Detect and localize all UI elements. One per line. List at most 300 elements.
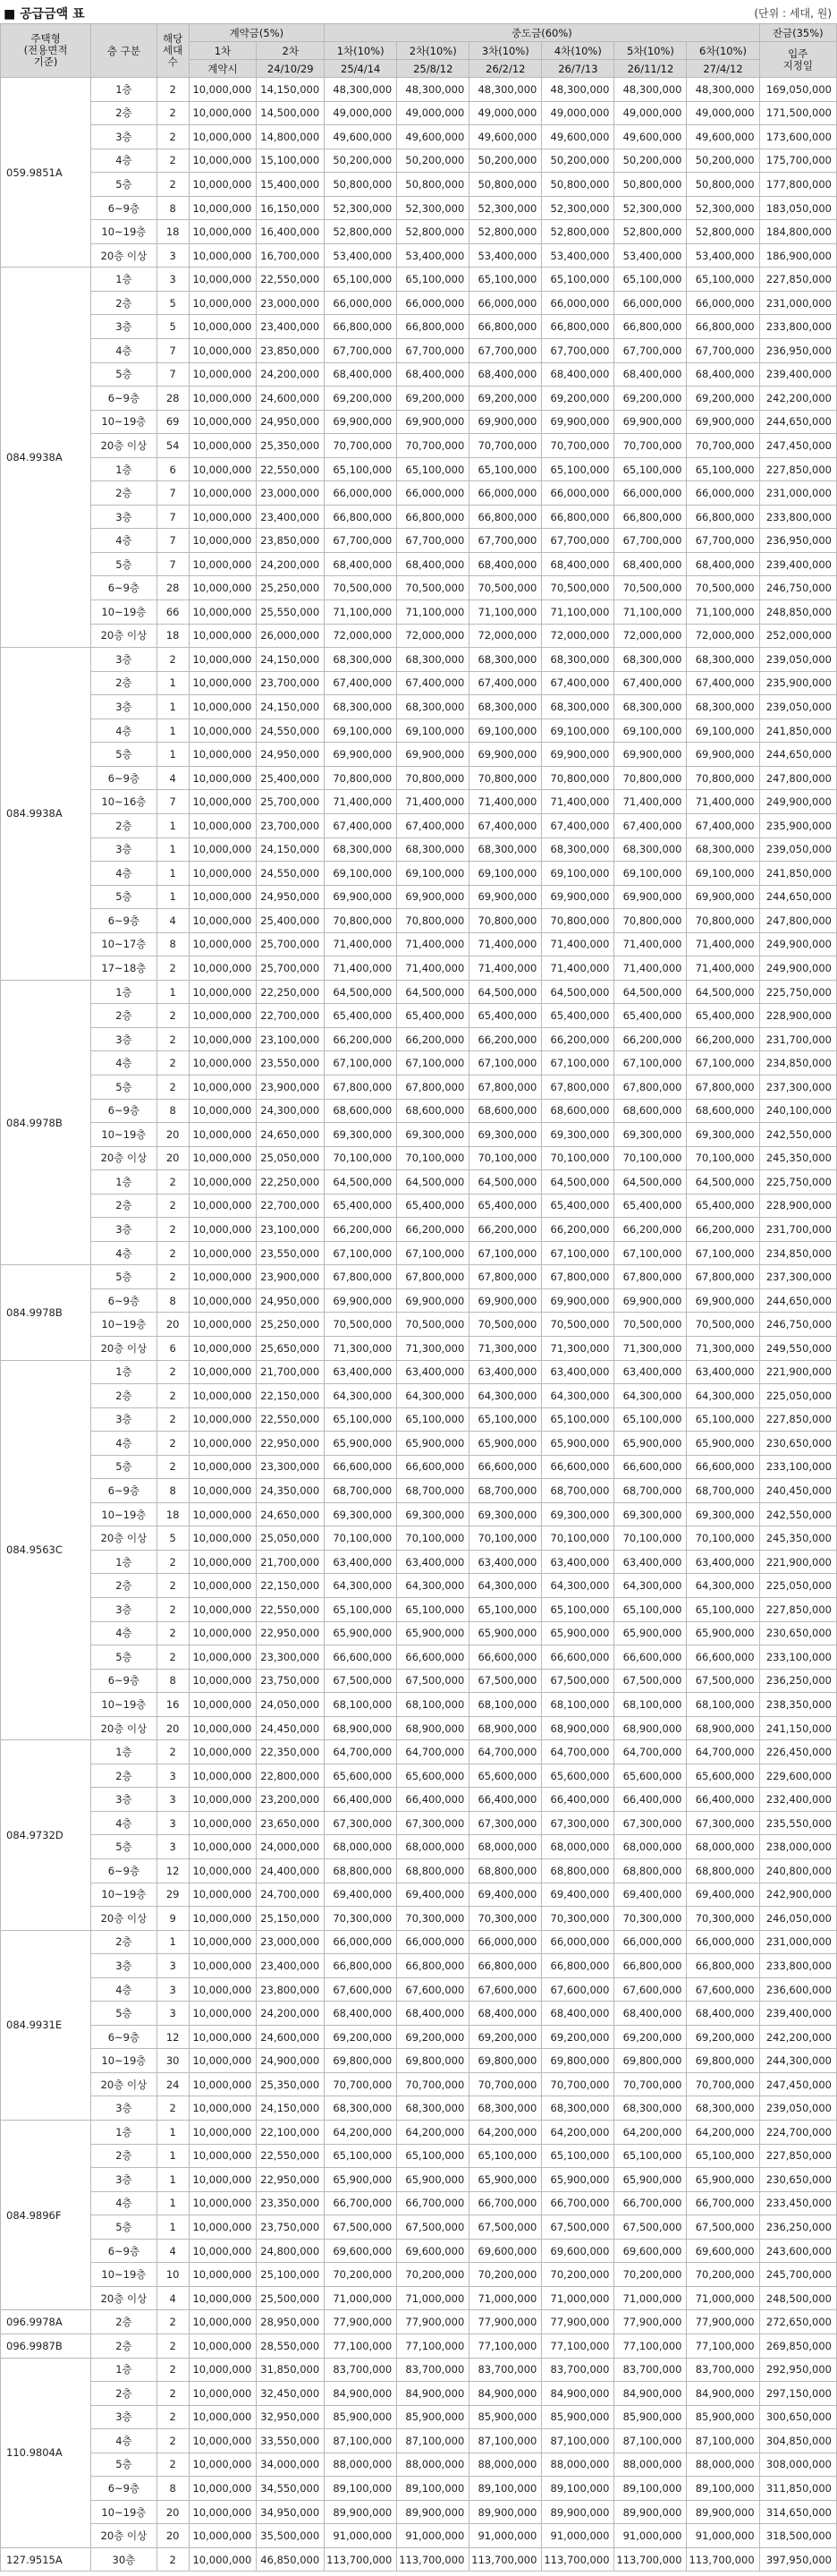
amount-cell: 70,300,000 <box>687 1907 759 1931</box>
amount-cell: 22,350,000 <box>257 1740 325 1764</box>
household-count-cell: 12 <box>156 1859 189 1883</box>
amount-cell: 23,100,000 <box>257 1027 325 1051</box>
amount-cell: 65,100,000 <box>469 2144 542 2168</box>
table-row <box>1 1574 837 1598</box>
table-row <box>1 1075 837 1099</box>
amount-cell: 64,500,000 <box>542 1170 614 1194</box>
amount-cell: 70,100,000 <box>687 1526 759 1551</box>
household-count-cell: 8 <box>156 1479 189 1503</box>
amount-cell: 69,900,000 <box>687 1288 759 1313</box>
floor-cell: 10~19층 <box>91 1693 157 1717</box>
amount-cell: 10,000,000 <box>189 837 257 862</box>
amount-cell: 24,200,000 <box>257 2002 325 2026</box>
amount-cell: 14,150,000 <box>257 78 325 102</box>
amount-cell: 242,550,000 <box>759 1123 836 1147</box>
household-count-cell: 20 <box>156 1123 189 1147</box>
amount-cell: 68,000,000 <box>614 1835 687 1859</box>
household-count-cell: 20 <box>156 1716 189 1740</box>
table-row <box>1 173 837 197</box>
amount-cell: 244,650,000 <box>759 1288 836 1313</box>
floor-cell: 2층 <box>91 1930 157 1954</box>
amount-cell: 15,400,000 <box>257 173 325 197</box>
amount-cell: 69,100,000 <box>325 718 397 743</box>
household-count-cell: 1 <box>156 671 189 695</box>
amount-cell: 77,900,000 <box>542 2310 614 2334</box>
amount-cell: 225,750,000 <box>759 980 836 1004</box>
table-row <box>1 1835 837 1859</box>
amount-cell: 77,100,000 <box>397 2334 469 2358</box>
table-row <box>1 1479 837 1503</box>
amount-cell: 239,400,000 <box>759 552 836 576</box>
amount-cell: 91,000,000 <box>325 2524 397 2548</box>
amount-cell: 66,800,000 <box>542 315 614 339</box>
floor-cell: 2층 <box>91 813 157 837</box>
amount-cell: 67,500,000 <box>397 2215 469 2240</box>
unit-type-cell: 127.9515A <box>1 2547 91 2572</box>
amount-cell: 69,900,000 <box>542 743 614 767</box>
floor-cell: 6~9층 <box>91 2477 157 2501</box>
amount-cell: 67,100,000 <box>397 1241 469 1265</box>
table-row <box>1 1740 837 1764</box>
amount-cell: 83,700,000 <box>325 2358 397 2382</box>
household-count-cell: 1 <box>156 837 189 862</box>
household-count-cell: 7 <box>156 339 189 363</box>
amount-cell: 50,200,000 <box>325 149 397 173</box>
header-installment: 4차(10%) <box>542 42 614 60</box>
amount-cell: 24,800,000 <box>257 2239 325 2263</box>
unit-type-cell: 110.9804A <box>1 2358 91 2547</box>
floor-cell: 1층 <box>91 1170 157 1194</box>
amount-cell: 67,500,000 <box>469 2215 542 2240</box>
amount-cell: 237,300,000 <box>759 1265 836 1289</box>
household-count-cell: 3 <box>156 1811 189 1835</box>
amount-cell: 10,000,000 <box>189 1930 257 1954</box>
amount-cell: 70,800,000 <box>542 766 614 790</box>
floor-cell: 2층 <box>91 1764 157 1788</box>
amount-cell: 65,100,000 <box>325 457 397 481</box>
table-row <box>1 2453 837 2477</box>
amount-cell: 77,900,000 <box>687 2310 759 2334</box>
amount-cell: 69,400,000 <box>397 1883 469 1907</box>
amount-cell: 66,200,000 <box>397 1218 469 1242</box>
amount-cell: 69,200,000 <box>325 2025 397 2049</box>
amount-cell: 10,000,000 <box>189 1977 257 2002</box>
amount-cell: 84,900,000 <box>687 2382 759 2406</box>
amount-cell: 242,200,000 <box>759 2025 836 2049</box>
amount-cell: 68,400,000 <box>325 552 397 576</box>
table-row <box>1 1621 837 1645</box>
amount-cell: 227,850,000 <box>759 1407 836 1432</box>
amount-cell: 50,200,000 <box>469 149 542 173</box>
amount-cell: 65,900,000 <box>325 1621 397 1645</box>
amount-cell: 65,100,000 <box>325 1407 397 1432</box>
household-count-cell: 2 <box>156 1574 189 1598</box>
amount-cell: 71,300,000 <box>687 1336 759 1360</box>
floor-cell: 4층 <box>91 1977 157 2002</box>
unit-type-cell: 084.9938A <box>1 268 91 648</box>
household-count-cell: 2 <box>156 1407 189 1432</box>
amount-cell: 64,700,000 <box>687 1740 759 1764</box>
amount-cell: 227,850,000 <box>759 268 836 292</box>
amount-cell: 23,300,000 <box>257 1455 325 1479</box>
table-row <box>1 505 837 529</box>
amount-cell: 70,800,000 <box>469 766 542 790</box>
table-header-bar <box>0 0 837 23</box>
amount-cell: 244,300,000 <box>759 2049 836 2073</box>
household-count-cell: 2 <box>156 1218 189 1242</box>
amount-cell: 65,400,000 <box>469 1194 542 1218</box>
amount-cell: 87,100,000 <box>397 2429 469 2453</box>
floor-cell: 6~9층 <box>91 1859 157 1883</box>
amount-cell: 70,100,000 <box>614 1146 687 1170</box>
amount-cell: 50,800,000 <box>542 173 614 197</box>
amount-cell: 10,000,000 <box>189 2429 257 2453</box>
table-row <box>1 220 837 244</box>
amount-cell: 68,300,000 <box>397 648 469 672</box>
unit-type-cell: 084.9978B <box>1 980 91 1265</box>
amount-cell: 23,700,000 <box>257 671 325 695</box>
floor-cell: 5층 <box>91 2002 157 2026</box>
amount-cell: 69,900,000 <box>469 743 542 767</box>
amount-cell: 230,650,000 <box>759 1432 836 1456</box>
amount-cell: 89,100,000 <box>542 2477 614 2501</box>
amount-cell: 71,400,000 <box>687 932 759 956</box>
amount-cell: 10,000,000 <box>189 576 257 600</box>
amount-cell: 68,600,000 <box>687 1099 759 1123</box>
table-row <box>1 315 837 339</box>
amount-cell: 67,100,000 <box>542 1241 614 1265</box>
amount-cell: 71,400,000 <box>469 932 542 956</box>
amount-cell: 69,200,000 <box>397 2025 469 2049</box>
floor-cell: 20층 이상 <box>91 1907 157 1931</box>
amount-cell: 249,900,000 <box>759 932 836 956</box>
amount-cell: 10,000,000 <box>189 1907 257 1931</box>
household-count-cell: 2 <box>156 149 189 173</box>
household-count-cell: 1 <box>156 2168 189 2192</box>
floor-cell: 10~19층 <box>91 2263 157 2287</box>
amount-cell: 10,000,000 <box>189 78 257 102</box>
amount-cell: 227,850,000 <box>759 1598 836 1622</box>
amount-cell: 23,650,000 <box>257 1811 325 1835</box>
amount-cell: 66,400,000 <box>397 1788 469 1812</box>
amount-cell: 66,800,000 <box>687 315 759 339</box>
amount-cell: 88,000,000 <box>469 2453 542 2477</box>
household-count-cell: 66 <box>156 600 189 625</box>
household-count-cell: 20 <box>156 2524 189 2548</box>
amount-cell: 65,900,000 <box>542 1621 614 1645</box>
amount-cell: 69,900,000 <box>397 743 469 767</box>
household-count-cell: 7 <box>156 790 189 814</box>
table-row <box>1 2334 837 2358</box>
table-row <box>1 339 837 363</box>
amount-cell: 10,000,000 <box>189 1550 257 1574</box>
amount-cell: 10,000,000 <box>189 1526 257 1551</box>
amount-cell: 66,700,000 <box>542 2191 614 2215</box>
floor-cell: 20층 이상 <box>91 1146 157 1170</box>
amount-cell: 22,550,000 <box>257 1598 325 1622</box>
amount-cell: 231,700,000 <box>759 1218 836 1242</box>
amount-cell: 70,800,000 <box>325 766 397 790</box>
household-count-cell: 2 <box>156 2382 189 2406</box>
amount-cell: 65,900,000 <box>469 2168 542 2192</box>
amount-cell: 85,900,000 <box>614 2405 687 2429</box>
amount-cell: 70,100,000 <box>614 1526 687 1551</box>
amount-cell: 66,600,000 <box>325 1645 397 1670</box>
household-count-cell: 2 <box>156 2429 189 2453</box>
household-count-cell: 3 <box>156 1954 189 1978</box>
amount-cell: 68,100,000 <box>687 1693 759 1717</box>
household-count-cell: 2 <box>156 1384 189 1408</box>
amount-cell: 247,450,000 <box>759 434 836 458</box>
amount-cell: 24,900,000 <box>257 2049 325 2073</box>
amount-cell: 68,100,000 <box>325 1693 397 1717</box>
amount-cell: 64,500,000 <box>469 1170 542 1194</box>
amount-cell: 69,800,000 <box>687 2049 759 2073</box>
amount-cell: 171,500,000 <box>759 101 836 125</box>
amount-cell: 83,700,000 <box>469 2358 542 2382</box>
amount-cell: 70,700,000 <box>687 434 759 458</box>
amount-cell: 67,300,000 <box>542 1811 614 1835</box>
table-row <box>1 1954 837 1978</box>
amount-cell: 64,500,000 <box>614 1170 687 1194</box>
amount-cell: 70,800,000 <box>469 909 542 933</box>
amount-cell: 69,300,000 <box>325 1123 397 1147</box>
table-row <box>1 1550 837 1574</box>
floor-cell: 1층 <box>91 78 157 102</box>
amount-cell: 65,900,000 <box>325 2168 397 2192</box>
amount-cell: 68,300,000 <box>542 648 614 672</box>
table-row <box>1 457 837 481</box>
amount-cell: 10,000,000 <box>189 2382 257 2406</box>
amount-cell: 89,100,000 <box>614 2477 687 2501</box>
floor-cell: 2층 <box>91 2334 157 2358</box>
amount-cell: 64,700,000 <box>542 1740 614 1764</box>
floor-cell: 20층 이상 <box>91 2524 157 2548</box>
amount-cell: 89,900,000 <box>542 2500 614 2524</box>
amount-cell: 85,900,000 <box>687 2405 759 2429</box>
table-row <box>1 1336 837 1360</box>
amount-cell: 68,300,000 <box>397 837 469 862</box>
amount-cell: 68,700,000 <box>325 1479 397 1503</box>
household-count-cell: 30 <box>156 2049 189 2073</box>
table-row <box>1 1930 837 1954</box>
floor-cell: 20층 이상 <box>91 1526 157 1551</box>
amount-cell: 71,100,000 <box>469 600 542 625</box>
amount-cell: 64,200,000 <box>542 2121 614 2145</box>
table-row <box>1 125 837 149</box>
amount-cell: 68,800,000 <box>687 1859 759 1883</box>
amount-cell: 67,400,000 <box>687 671 759 695</box>
amount-cell: 225,050,000 <box>759 1574 836 1598</box>
table-row <box>1 862 837 886</box>
amount-cell: 24,650,000 <box>257 1123 325 1147</box>
table-row <box>1 1788 837 1812</box>
amount-cell: 10,000,000 <box>189 1788 257 1812</box>
floor-cell: 2층 <box>91 1004 157 1028</box>
amount-cell: 65,900,000 <box>542 2168 614 2192</box>
amount-cell: 65,100,000 <box>397 268 469 292</box>
amount-cell: 85,900,000 <box>325 2405 397 2429</box>
header-households: 해당 세대 수 <box>156 24 189 78</box>
table-row <box>1 1146 837 1170</box>
amount-cell: 89,900,000 <box>397 2500 469 2524</box>
table-row <box>1 1027 837 1051</box>
amount-cell: 52,800,000 <box>542 220 614 244</box>
amount-cell: 66,800,000 <box>614 1954 687 1978</box>
amount-cell: 66,800,000 <box>397 1954 469 1978</box>
amount-cell: 10,000,000 <box>189 552 257 576</box>
amount-cell: 48,300,000 <box>325 78 397 102</box>
household-count-cell: 10 <box>156 2263 189 2287</box>
floor-cell: 3층 <box>91 1218 157 1242</box>
amount-cell: 67,100,000 <box>325 1241 397 1265</box>
household-count-cell: 2 <box>156 2405 189 2429</box>
floor-cell: 4층 <box>91 2429 157 2453</box>
amount-cell: 70,100,000 <box>687 1146 759 1170</box>
amount-cell: 68,400,000 <box>542 552 614 576</box>
amount-cell: 68,300,000 <box>397 695 469 719</box>
amount-cell: 50,800,000 <box>325 173 397 197</box>
household-count-cell: 2 <box>156 1360 189 1384</box>
household-count-cell: 28 <box>156 576 189 600</box>
amount-cell: 65,100,000 <box>614 268 687 292</box>
amount-cell: 233,100,000 <box>759 1455 836 1479</box>
amount-cell: 83,700,000 <box>687 2358 759 2382</box>
amount-cell: 71,400,000 <box>687 790 759 814</box>
amount-cell: 64,700,000 <box>397 1740 469 1764</box>
amount-cell: 67,800,000 <box>614 1265 687 1289</box>
amount-cell: 67,700,000 <box>687 529 759 553</box>
amount-cell: 66,600,000 <box>687 1455 759 1479</box>
table-row <box>1 1407 837 1432</box>
amount-cell: 64,200,000 <box>397 2121 469 2145</box>
household-count-cell: 7 <box>156 552 189 576</box>
amount-cell: 67,800,000 <box>325 1075 397 1099</box>
amount-cell: 10,000,000 <box>189 1954 257 1978</box>
amount-cell: 177,800,000 <box>759 173 836 197</box>
amount-cell: 69,100,000 <box>397 862 469 886</box>
amount-cell: 69,300,000 <box>469 1123 542 1147</box>
amount-cell: 239,400,000 <box>759 2002 836 2026</box>
amount-cell: 70,200,000 <box>397 2263 469 2287</box>
amount-cell: 22,950,000 <box>257 2168 325 2192</box>
amount-cell: 10,000,000 <box>189 1241 257 1265</box>
amount-cell: 67,100,000 <box>614 1051 687 1075</box>
amount-cell: 68,400,000 <box>542 362 614 387</box>
household-count-cell: 8 <box>156 932 189 956</box>
amount-cell: 10,000,000 <box>189 2286 257 2310</box>
household-count-cell: 1 <box>156 718 189 743</box>
household-count-cell: 3 <box>156 1788 189 1812</box>
amount-cell: 70,100,000 <box>325 1146 397 1170</box>
amount-cell: 69,800,000 <box>325 2049 397 2073</box>
amount-cell: 232,400,000 <box>759 1788 836 1812</box>
amount-cell: 68,400,000 <box>469 552 542 576</box>
amount-cell: 70,700,000 <box>687 2072 759 2096</box>
table-row <box>1 2121 837 2145</box>
amount-cell: 226,450,000 <box>759 1740 836 1764</box>
amount-cell: 70,500,000 <box>614 576 687 600</box>
amount-cell: 10,000,000 <box>189 1027 257 1051</box>
amount-cell: 67,400,000 <box>542 813 614 837</box>
household-count-cell: 8 <box>156 196 189 220</box>
amount-cell: 314,650,000 <box>759 2500 836 2524</box>
amount-cell: 68,000,000 <box>397 1835 469 1859</box>
household-count-cell: 2 <box>156 2310 189 2334</box>
header-installment: 5차(10%) <box>614 42 687 60</box>
amount-cell: 70,800,000 <box>687 909 759 933</box>
amount-cell: 66,800,000 <box>542 505 614 529</box>
amount-cell: 23,400,000 <box>257 315 325 339</box>
amount-cell: 50,800,000 <box>397 173 469 197</box>
amount-cell: 227,850,000 <box>759 2144 836 2168</box>
amount-cell: 10,000,000 <box>189 1194 257 1218</box>
table-row <box>1 1598 837 1622</box>
amount-cell: 68,800,000 <box>397 1859 469 1883</box>
floor-cell: 5층 <box>91 552 157 576</box>
amount-cell: 68,400,000 <box>325 2002 397 2026</box>
amount-cell: 25,700,000 <box>257 932 325 956</box>
amount-cell: 67,500,000 <box>542 2215 614 2240</box>
amount-cell: 245,700,000 <box>759 2263 836 2287</box>
table-row <box>1 1194 837 1218</box>
amount-cell: 113,700,000 <box>687 2547 759 2572</box>
household-count-cell: 4 <box>156 2286 189 2310</box>
amount-cell: 83,700,000 <box>542 2358 614 2382</box>
amount-cell: 10,000,000 <box>189 2072 257 2096</box>
amount-cell: 25,100,000 <box>257 2263 325 2287</box>
household-count-cell: 2 <box>156 78 189 102</box>
floor-cell: 20층 이상 <box>91 434 157 458</box>
table-row <box>1 1764 837 1788</box>
amount-cell: 66,400,000 <box>542 1788 614 1812</box>
amount-cell: 26,000,000 <box>257 624 325 648</box>
amount-cell: 67,800,000 <box>397 1265 469 1289</box>
household-count-cell: 54 <box>156 434 189 458</box>
household-count-cell: 6 <box>156 1336 189 1360</box>
amount-cell: 68,900,000 <box>469 1716 542 1740</box>
amount-cell: 65,100,000 <box>397 2144 469 2168</box>
floor-cell: 2층 <box>91 2144 157 2168</box>
amount-cell: 24,550,000 <box>257 862 325 886</box>
amount-cell: 72,000,000 <box>687 624 759 648</box>
amount-cell: 64,200,000 <box>687 2121 759 2145</box>
amount-cell: 69,300,000 <box>542 1123 614 1147</box>
floor-cell: 10~19층 <box>91 2500 157 2524</box>
amount-cell: 65,100,000 <box>542 2144 614 2168</box>
amount-cell: 21,700,000 <box>257 1360 325 1384</box>
table-row <box>1 576 837 600</box>
household-count-cell: 4 <box>156 2239 189 2263</box>
amount-cell: 35,500,000 <box>257 2524 325 2548</box>
amount-cell: 77,900,000 <box>325 2310 397 2334</box>
amount-cell: 70,200,000 <box>614 2263 687 2287</box>
amount-cell: 71,400,000 <box>325 790 397 814</box>
amount-cell: 69,100,000 <box>469 862 542 886</box>
amount-cell: 64,700,000 <box>614 1740 687 1764</box>
amount-cell: 69,600,000 <box>614 2239 687 2263</box>
table-row <box>1 268 837 292</box>
amount-cell: 67,700,000 <box>397 339 469 363</box>
unit-note: (단위 : 세대, 원) <box>754 7 832 20</box>
amount-cell: 10,000,000 <box>189 766 257 790</box>
amount-cell: 66,000,000 <box>397 291 469 315</box>
amount-cell: 49,600,000 <box>614 125 687 149</box>
floor-cell: 5층 <box>91 1075 157 1099</box>
amount-cell: 65,100,000 <box>687 457 759 481</box>
amount-cell: 65,100,000 <box>542 1407 614 1432</box>
amount-cell: 65,400,000 <box>325 1194 397 1218</box>
